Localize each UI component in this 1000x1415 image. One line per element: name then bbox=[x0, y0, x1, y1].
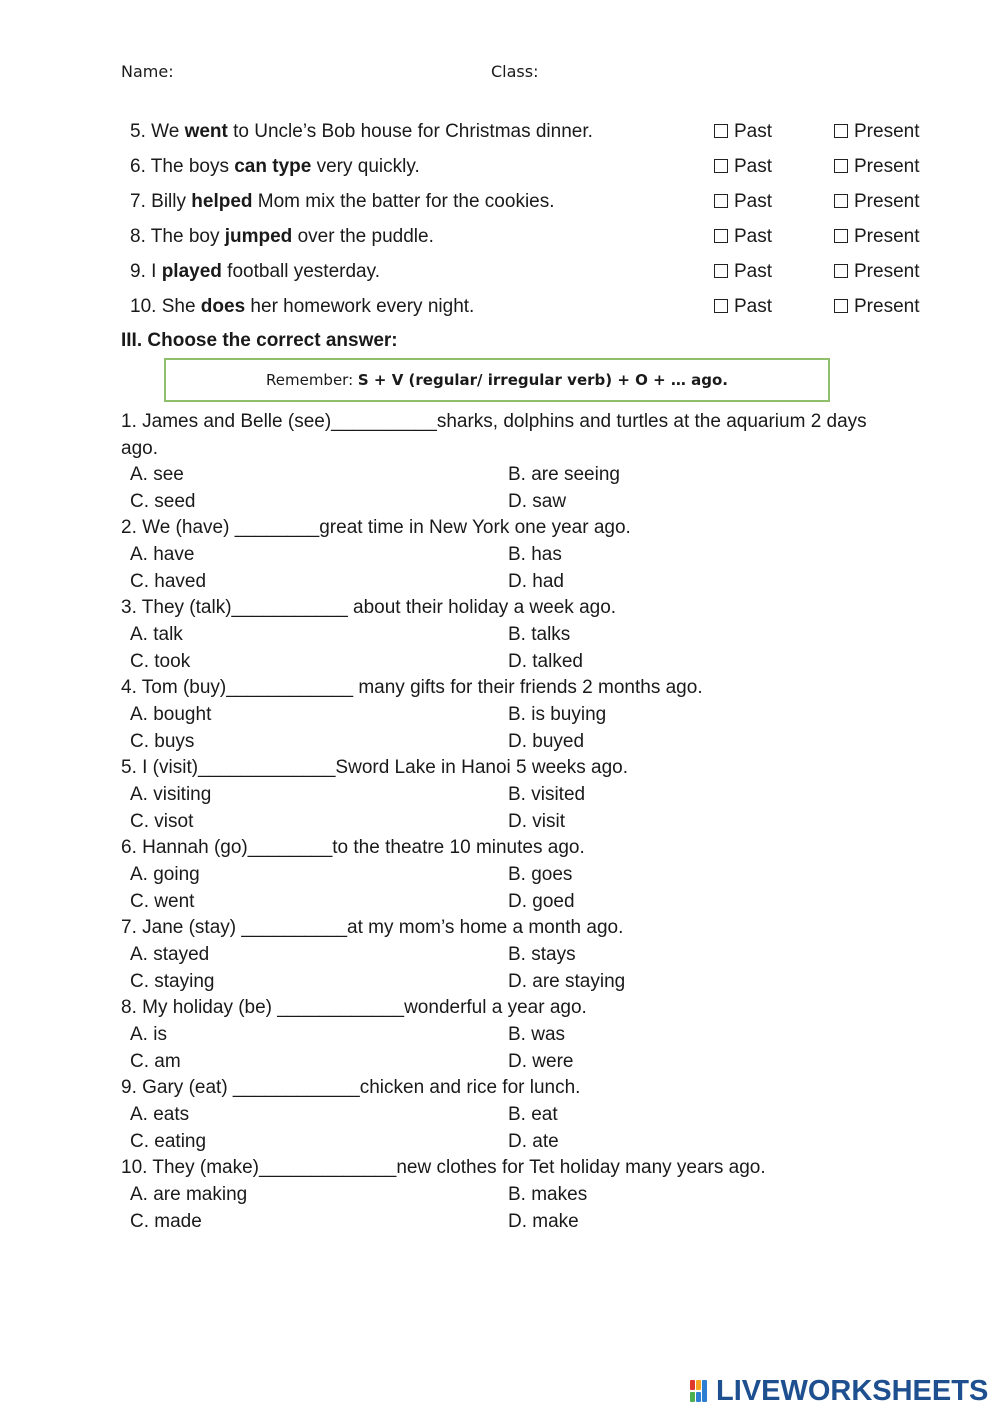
past-label: Past bbox=[734, 156, 773, 177]
answer-option-b[interactable]: B. are seeing bbox=[508, 464, 620, 485]
present-label: Present bbox=[854, 261, 920, 282]
past-option[interactable] bbox=[714, 156, 772, 178]
tense-item bbox=[130, 296, 930, 322]
answer-option-b[interactable]: B. stays bbox=[508, 944, 576, 965]
answer-option-d[interactable]: D. talked bbox=[508, 650, 583, 672]
sentence-post: over the puddle. bbox=[292, 226, 434, 247]
present-checkbox[interactable] bbox=[834, 159, 848, 173]
question-text: 1. James and Belle (see)__________sharks, dolphins and turtles at the aquarium 2 days ago. bbox=[121, 411, 867, 459]
tense-sentence bbox=[130, 296, 474, 318]
present-option[interactable] bbox=[834, 261, 919, 283]
present-label: Present bbox=[854, 226, 920, 247]
answer-option-d[interactable]: D. had bbox=[508, 570, 564, 592]
answer-option-a[interactable]: A. visiting bbox=[130, 784, 212, 805]
present-label: Present bbox=[854, 191, 920, 212]
answer-option-c[interactable]: C. made bbox=[130, 1210, 202, 1232]
past-option[interactable] bbox=[714, 296, 772, 318]
tense-sentence bbox=[130, 226, 434, 248]
sentence-verb: jumped bbox=[224, 226, 293, 247]
remember-box bbox=[164, 358, 830, 402]
question-text: 6. Hannah (go)________to the theatre 10 minutes ago. bbox=[121, 837, 585, 859]
answer-option-a[interactable]: A. have bbox=[130, 544, 195, 565]
sentence-post: very quickly. bbox=[311, 156, 420, 177]
answer-option-d[interactable]: D. ate bbox=[508, 1130, 559, 1152]
present-option[interactable] bbox=[834, 121, 919, 143]
class-label: Class: bbox=[491, 62, 539, 81]
present-checkbox[interactable] bbox=[834, 124, 848, 138]
sentence-pre: The boys bbox=[150, 156, 235, 177]
present-label: Present bbox=[854, 121, 920, 142]
past-option[interactable] bbox=[714, 226, 772, 248]
answer-option-c[interactable]: C. staying bbox=[130, 970, 215, 992]
item-number: 9. bbox=[130, 261, 146, 282]
past-label: Past bbox=[734, 121, 773, 142]
answer-option-c[interactable]: C. took bbox=[130, 650, 191, 672]
sentence-pre: I bbox=[151, 261, 162, 282]
answer-option-b[interactable]: B. has bbox=[508, 544, 562, 565]
present-checkbox[interactable] bbox=[834, 194, 848, 208]
past-checkbox[interactable] bbox=[714, 299, 728, 313]
sentence-post: her homework every night. bbox=[245, 296, 475, 317]
question-text: 10. They (make)_____________new clothes for Tet holiday many years ago. bbox=[121, 1157, 766, 1179]
answer-option-a[interactable]: A. stayed bbox=[130, 944, 210, 965]
sentence-verb: played bbox=[161, 261, 222, 282]
past-label: Past bbox=[734, 226, 773, 247]
remember-formula: S + V (regular/ irregular verb) + O + … ago. bbox=[357, 371, 728, 389]
answer-option-c[interactable]: C. went bbox=[130, 890, 195, 912]
item-number: 8. bbox=[130, 226, 146, 247]
answer-option-a[interactable]: A. bought bbox=[130, 704, 212, 725]
answer-option-a[interactable]: A. is bbox=[130, 1024, 167, 1045]
answer-option-b[interactable]: B. talks bbox=[508, 624, 571, 645]
past-label: Past bbox=[734, 191, 773, 212]
question-text: 3. They (talk)___________ about their holiday a week ago. bbox=[121, 597, 617, 619]
sentence-post: Mom mix the batter for the cookies. bbox=[252, 191, 555, 212]
past-label: Past bbox=[734, 296, 773, 317]
section-title: III. Choose the correct answer: bbox=[121, 330, 398, 351]
past-checkbox[interactable] bbox=[714, 194, 728, 208]
present-option[interactable] bbox=[834, 296, 919, 318]
tense-sentence bbox=[130, 156, 420, 178]
tense-item bbox=[130, 121, 930, 147]
remember-label: Remember: bbox=[266, 371, 358, 389]
past-checkbox[interactable] bbox=[714, 124, 728, 138]
sentence-verb: helped bbox=[191, 191, 253, 212]
answer-option-d[interactable]: D. buyed bbox=[508, 730, 585, 752]
past-label: Past bbox=[734, 261, 773, 282]
liveworksheets-logo bbox=[690, 1376, 990, 1406]
sentence-pre: She bbox=[161, 296, 201, 317]
past-checkbox[interactable] bbox=[714, 229, 728, 243]
sentence-post: to Uncle’s Bob house for Christmas dinner. bbox=[227, 121, 593, 142]
present-checkbox[interactable] bbox=[834, 229, 848, 243]
tense-item bbox=[130, 191, 930, 217]
answer-option-d[interactable]: D. make bbox=[508, 1210, 579, 1232]
tense-item bbox=[130, 156, 930, 182]
sentence-verb: can type bbox=[234, 156, 312, 177]
sentence-pre: Billy bbox=[151, 191, 192, 212]
present-option[interactable] bbox=[834, 156, 919, 178]
tense-item bbox=[130, 261, 930, 287]
answer-option-d[interactable]: D. saw bbox=[508, 490, 567, 512]
sentence-pre: The boy bbox=[150, 226, 225, 247]
present-checkbox[interactable] bbox=[834, 299, 848, 313]
sentence-post: football yesterday. bbox=[221, 261, 380, 282]
name-label: Name: bbox=[121, 62, 174, 81]
answer-option-d[interactable]: D. are staying bbox=[508, 970, 626, 992]
item-number: 7. bbox=[130, 191, 146, 212]
tense-sentence bbox=[130, 121, 593, 143]
past-option[interactable] bbox=[714, 261, 772, 283]
past-option[interactable] bbox=[714, 121, 772, 143]
past-checkbox[interactable] bbox=[714, 159, 728, 173]
answer-option-b[interactable]: B. was bbox=[508, 1024, 566, 1045]
answer-option-b[interactable]: B. eat bbox=[508, 1104, 558, 1125]
answer-option-b[interactable]: B. goes bbox=[508, 864, 573, 885]
present-option[interactable] bbox=[834, 226, 919, 248]
question-text: 7. Jane (stay) __________at my mom’s home a month ago. bbox=[121, 917, 624, 939]
answer-option-d[interactable]: D. visit bbox=[508, 810, 565, 832]
answer-option-a[interactable]: A. going bbox=[130, 864, 200, 885]
present-label: Present bbox=[854, 296, 920, 317]
answer-option-d[interactable]: D. goed bbox=[508, 890, 575, 912]
item-number: 10. bbox=[130, 296, 157, 317]
question-text: 5. I (visit)_____________Sword Lake in Hanoi 5 weeks ago. bbox=[121, 757, 628, 779]
past-option[interactable] bbox=[714, 191, 772, 213]
answer-option-c[interactable]: C. eating bbox=[130, 1130, 207, 1152]
past-checkbox[interactable] bbox=[714, 264, 728, 278]
tense-sentence bbox=[130, 191, 555, 213]
answer-option-b[interactable]: B. visited bbox=[508, 784, 586, 805]
sentence-verb: does bbox=[200, 296, 246, 317]
answer-option-c[interactable]: C. am bbox=[130, 1050, 181, 1072]
answer-option-c[interactable]: C. seed bbox=[130, 490, 196, 512]
logo-text: LIVEWORKSHEETS bbox=[716, 1375, 989, 1407]
item-number: 5. bbox=[130, 121, 146, 142]
item-number: 6. bbox=[130, 156, 146, 177]
present-option[interactable] bbox=[834, 191, 919, 213]
question-text: 8. My holiday (be) ____________wonderful a year ago. bbox=[121, 997, 587, 1019]
sentence-verb: went bbox=[184, 121, 228, 142]
tense-item bbox=[130, 226, 930, 252]
question-text: 9. Gary (eat) ____________chicken and rice for lunch. bbox=[121, 1077, 581, 1099]
present-checkbox[interactable] bbox=[834, 264, 848, 278]
answer-option-a[interactable]: A. eats bbox=[130, 1104, 190, 1125]
question-text: 4. Tom (buy)____________ many gifts for their friends 2 months ago. bbox=[121, 677, 703, 699]
answer-option-c[interactable]: C. buys bbox=[130, 730, 195, 752]
answer-option-c[interactable]: C. haved bbox=[130, 570, 207, 592]
answer-option-d[interactable]: D. were bbox=[508, 1050, 574, 1072]
answer-option-b[interactable]: B. makes bbox=[508, 1184, 588, 1205]
answer-option-a[interactable]: A. talk bbox=[130, 624, 183, 645]
answer-option-a[interactable]: A. are making bbox=[130, 1184, 248, 1205]
sentence-pre: We bbox=[151, 121, 185, 142]
logo-icon bbox=[690, 1378, 714, 1404]
present-label: Present bbox=[854, 156, 920, 177]
answer-option-a[interactable]: A. see bbox=[130, 464, 184, 485]
answer-option-c[interactable]: C. visot bbox=[130, 810, 194, 832]
answer-option-b[interactable]: B. is buying bbox=[508, 704, 607, 725]
question-text: 2. We (have) ________great time in New York one year ago. bbox=[121, 517, 631, 539]
tense-sentence bbox=[130, 261, 380, 283]
